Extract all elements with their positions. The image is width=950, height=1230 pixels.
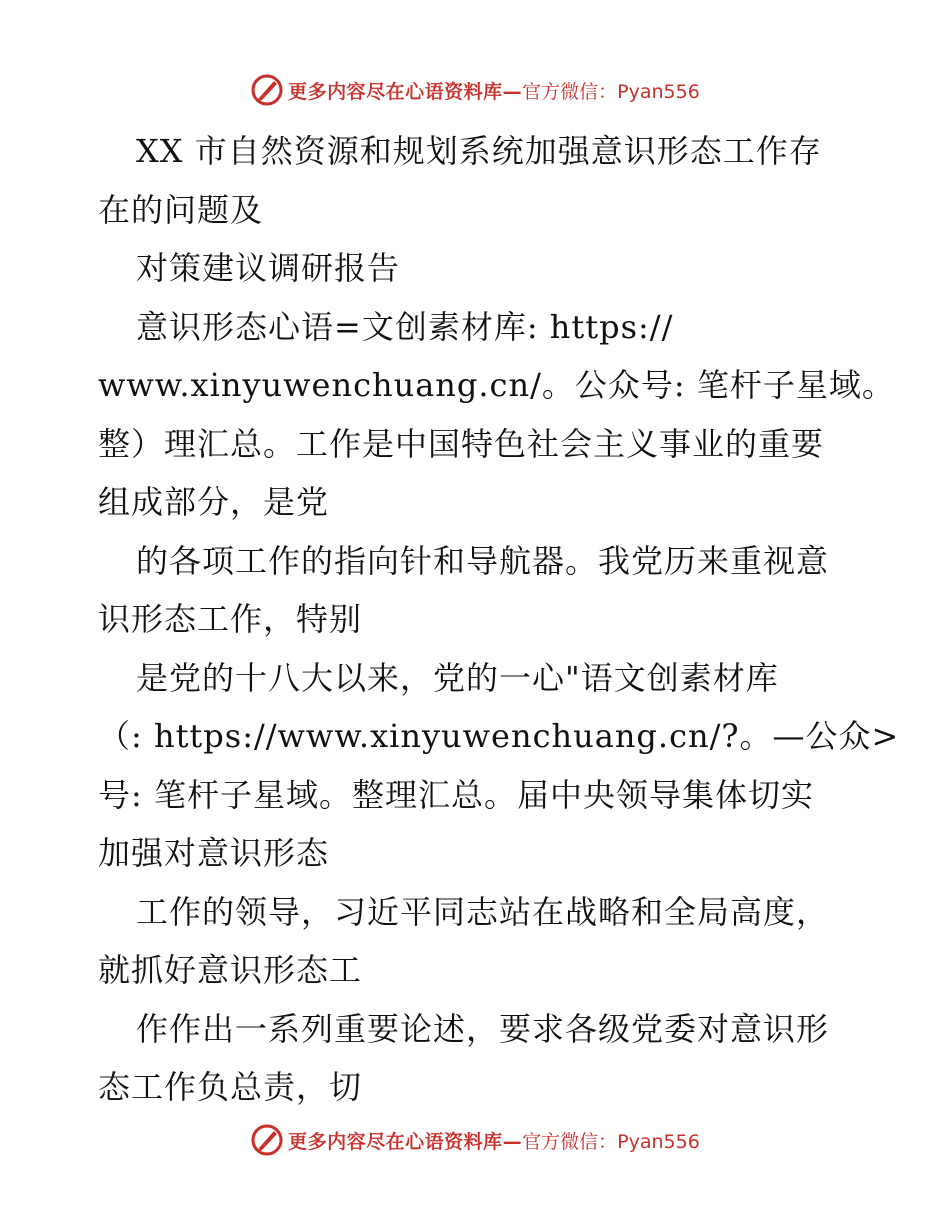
text-line: 加强对意识形态 [98,834,330,872]
text-line: XX 市自然资源和规划系统加强意识形态工作存 [136,132,822,170]
header-banner [0,70,950,110]
quill-pen-logo-icon [250,1123,284,1157]
banner-wechat: 官方微信：Pyan556 [522,1130,700,1153]
quill-pen-logo-icon [250,73,284,107]
text-line: 在的问题及 [98,190,264,229]
document-body [98,122,900,1117]
text-line: 态工作负总责，切 [98,1068,363,1106]
banner-text: 更多内容尽在心语资料库— [288,1130,523,1153]
text-line: 意识形态心语=文创素材库: https:// [136,307,674,346]
text-line: 的各项工作的指向针和导航器。我党历来重视意 [136,541,830,580]
text-line: 就抓好意识形态工 [98,951,363,989]
text-line: 作作出一系列重要论述，要求各级党委对意识形 [136,1009,830,1048]
banner-text: 更多内容尽在心语资料库— [288,80,523,103]
text-line: 工作的领导，习近平同志站在战略和全局高度， [136,892,830,931]
text-line: 是党的十八大以来，党的一心"语文创素材库 [136,658,779,697]
text-line: 整）理汇总。工作是中国特色社会主义事业的重要 [98,424,825,463]
text-line: 组成部分，是党 [98,483,330,521]
text-line: 号: 笔杆子星域。整理汇总。届中央领导集体切实 [98,775,814,814]
text-line: 识形态工作，特别 [98,600,363,638]
text-line: （: https://www.xinyuwenchuang.cn/?。—公众> [98,717,900,755]
banner-wechat: 官方微信：Pyan556 [522,80,700,103]
text-line: 对策建议调研报告 [136,249,401,287]
footer-banner [0,1120,950,1160]
text-line: www.xinyuwenchuang.cn/。公众号: 笔杆子星域。 [98,366,895,404]
